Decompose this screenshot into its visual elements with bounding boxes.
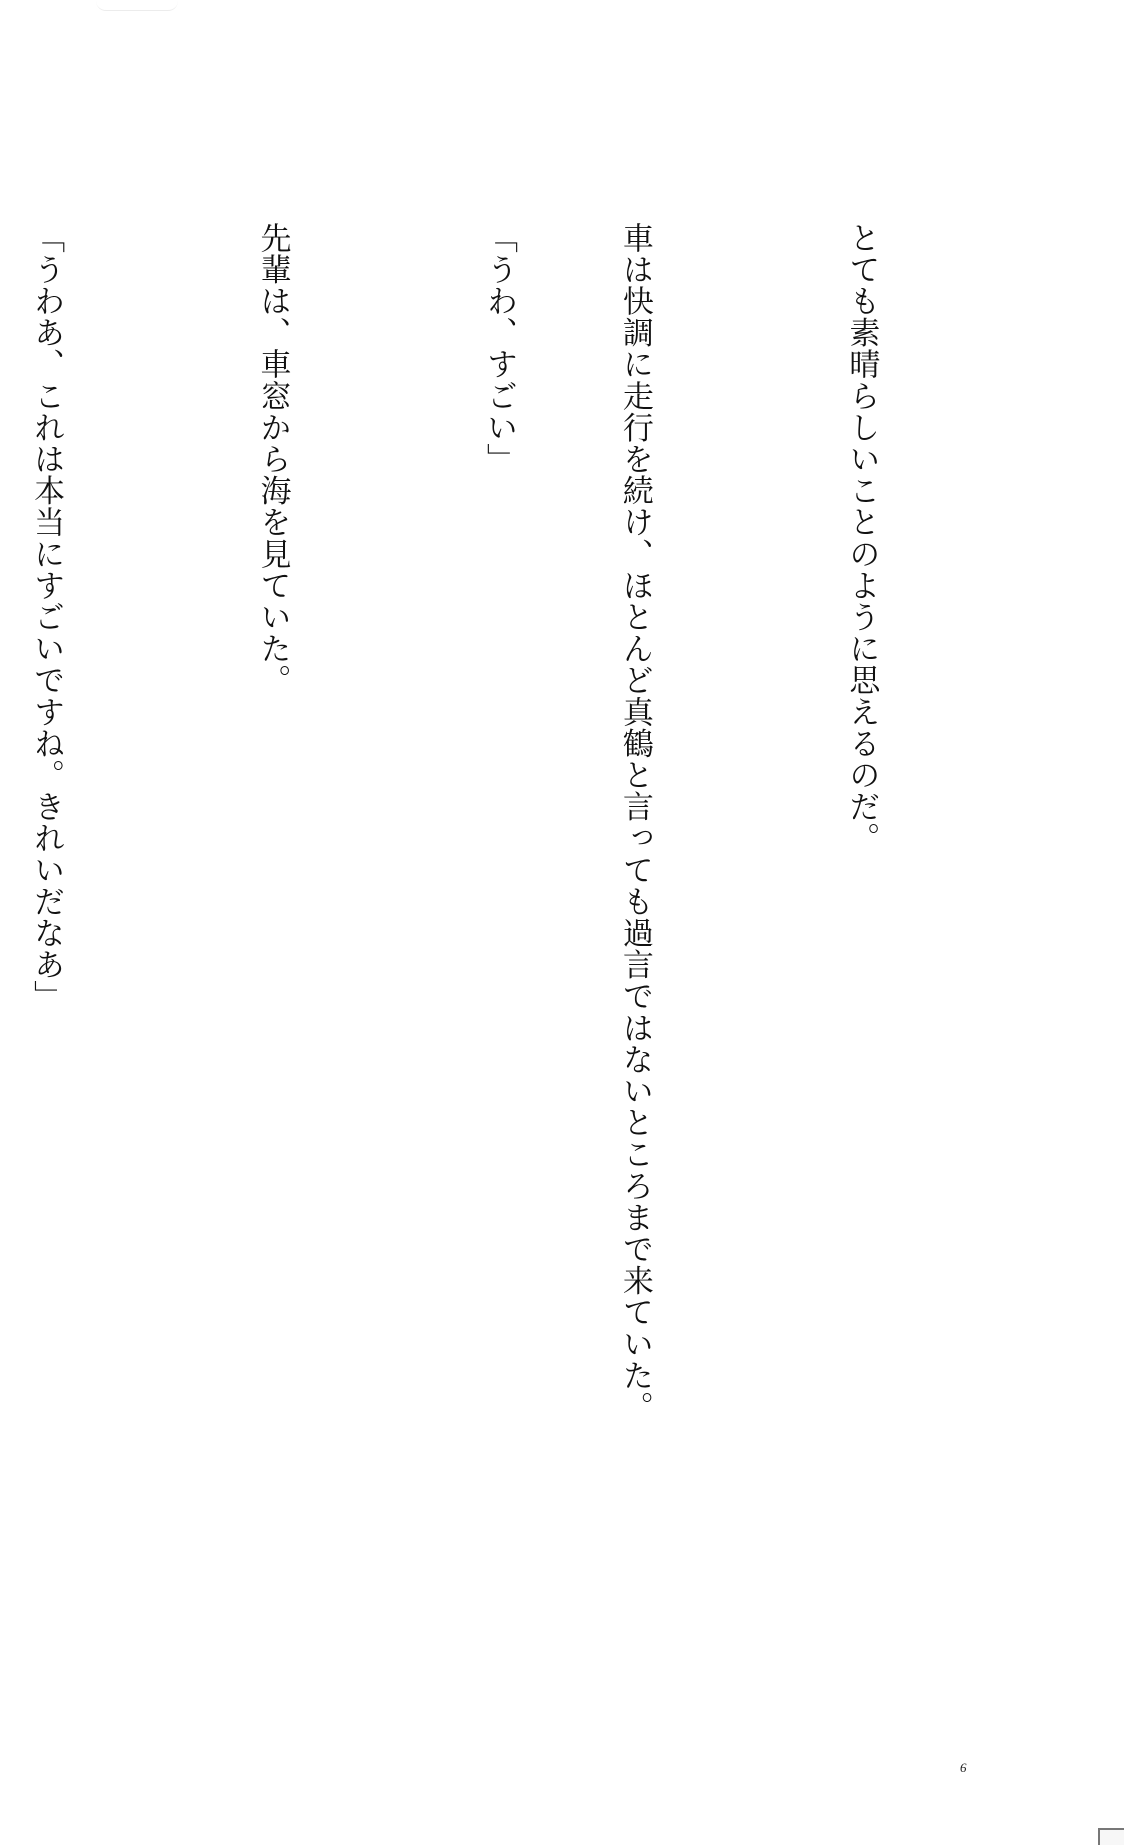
text-line: 「うわ、すごい」 xyxy=(481,222,518,475)
text-line: 先輩は、車窓から海を見ていた。 xyxy=(254,222,291,696)
vertical-text-body xyxy=(0,222,974,1582)
page-number: 6 xyxy=(960,1760,967,1775)
text-line: とても素晴らしいことのように思えるのだ。 xyxy=(843,222,880,854)
top-edge-mark xyxy=(96,0,178,11)
text-line: 「うわあ、これは本当にすごいですね。きれいだなあ」 xyxy=(28,222,65,1012)
page-corner-icon[interactable] xyxy=(1098,1828,1124,1845)
text-line: 車は快調に走行を続け、ほとんど真鶴と言っても過言ではないところまで来ていた。 xyxy=(616,222,653,1423)
